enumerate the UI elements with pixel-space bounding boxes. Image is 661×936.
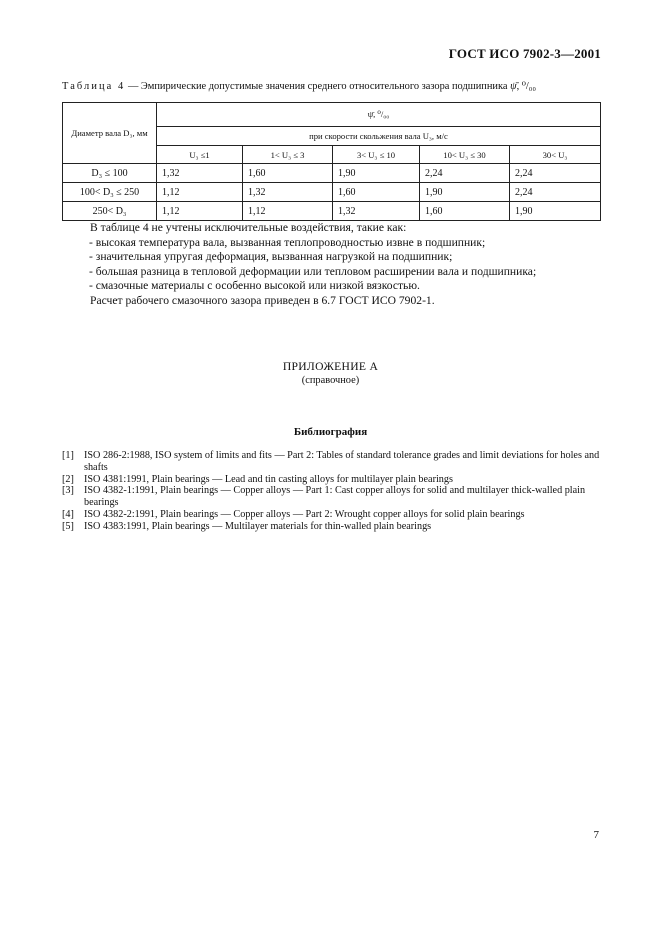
clearance-table [62,102,601,221]
bibliography-list [62,450,602,533]
bibliography-item [62,509,602,521]
speed-column-header: 10< U₃ ≤ 30 [420,146,510,164]
notes-intro: В таблице 4 не учтены исключительные воздействия, такие как: [90,221,407,234]
appendix-title: ПРИЛОЖЕНИЕ А [282,360,379,373]
table-cell: 1,60 [243,164,333,183]
notes-closing: Расчет рабочего смазочного зазора приведен в 6.7 ГОСТ ИСО 7902-1. [90,293,435,307]
table-cell: 1,32 [333,202,420,221]
notes-item: - высокая температура вала, вызванная теплопроводностью извне в подшипник; [89,235,486,249]
bibliography-text: ISO 4382-2:1991, Plain bearings — Copper alloys — Part 2: Wrought copper alloys for solid plain bearings [84,508,525,520]
table-row [63,183,601,202]
table-cell: 2,24 [510,164,601,183]
table-cell: 2,24 [510,183,601,202]
document-code: ГОСТ ИСО 7902-3—2001 [448,46,601,61]
bibliography-text: ISO 286-2:1988, ISO system of limits and fits — Part 2: Tables of standard tolerance grades and limit deviations for holes and shafts [84,450,600,473]
row-label: D₃ ≤ 100 [63,164,157,183]
table-cell: 1,60 [420,202,510,221]
bibliography-number: [4] [62,508,74,520]
table-caption-symbol: ψ̄ [510,81,517,92]
bibliography-number: [2] [62,473,74,485]
table-cell: 1,32 [243,183,333,202]
notes-item: - смазочные материалы с особенно высокой или низкой вязкостью. [89,279,420,292]
table-caption-unit: , ⁰/₀₀ [516,81,537,92]
page-number: 7 [593,829,599,841]
notes-item: - большая разница в тепловой деформации или тепловом расширении вала и подшипника; [89,264,537,278]
table-row [63,164,601,183]
diameter-column-header: Диаметр вала D₃, мм [63,103,157,164]
bibliography-text: ISO 4382-1:1991, Plain bearings — Copper alloys — Part 1: Cast copper alloys for solid and multilayer thick-walled plain bearings [84,485,586,509]
bibliography-item [62,450,602,474]
notes-item: - значительная упругая деформация, вызванная нагрузкой на подшипник; [89,250,453,263]
bibliography-text: ISO 4383:1991, Plain bearings — Multilayer materials for thin-walled plain bearings [84,520,432,532]
table-cell: 1,90 [420,183,510,202]
table-cell: 1,12 [157,202,243,221]
table-cell: 1,90 [510,202,601,221]
appendix-subtitle: (справочное) [301,375,360,386]
bibliography-number: [3] [62,485,74,497]
table-cell: 1,32 [157,164,243,183]
table-caption [62,80,536,92]
row-label: 250< D₃ [63,202,157,221]
table-caption-text: — Эмпирические допустимые значения среднего относительного зазора подшипника [125,81,511,92]
table-cell: 1,12 [157,183,243,202]
table-cell: 1,60 [333,183,420,202]
table-cell: 1,12 [243,202,333,221]
bibliography-number: [5] [62,520,74,532]
table-notes [90,221,610,308]
table-caption-label: Таблица 4 [62,81,126,92]
speed-column-header: 3< U₃ ≤ 10 [333,146,420,164]
table-cell: 2,24 [420,164,510,183]
bibliography-item [62,474,602,486]
speed-column-header: 30< U₃ [510,146,601,164]
speed-column-header: U₃ ≤1 [157,146,243,164]
bibliography-title: Библиография [293,426,368,438]
value-header: ψ̄, ⁰/₀₀ [157,103,601,127]
table-row [63,202,601,221]
bibliography-number: [1] [62,450,74,461]
bibliography-item [62,521,602,533]
speed-header: при скорости скольжения вала U₃, м/с [157,127,601,146]
row-label: 100< D₃ ≤ 250 [63,183,157,202]
speed-column-header: 1< U₃ ≤ 3 [243,146,333,164]
bibliography-text: ISO 4381:1991, Plain bearings — Lead and tin casting alloys for multilayer plain bearings [84,473,453,485]
bibliography-item [62,485,602,509]
table-cell: 1,90 [333,164,420,183]
